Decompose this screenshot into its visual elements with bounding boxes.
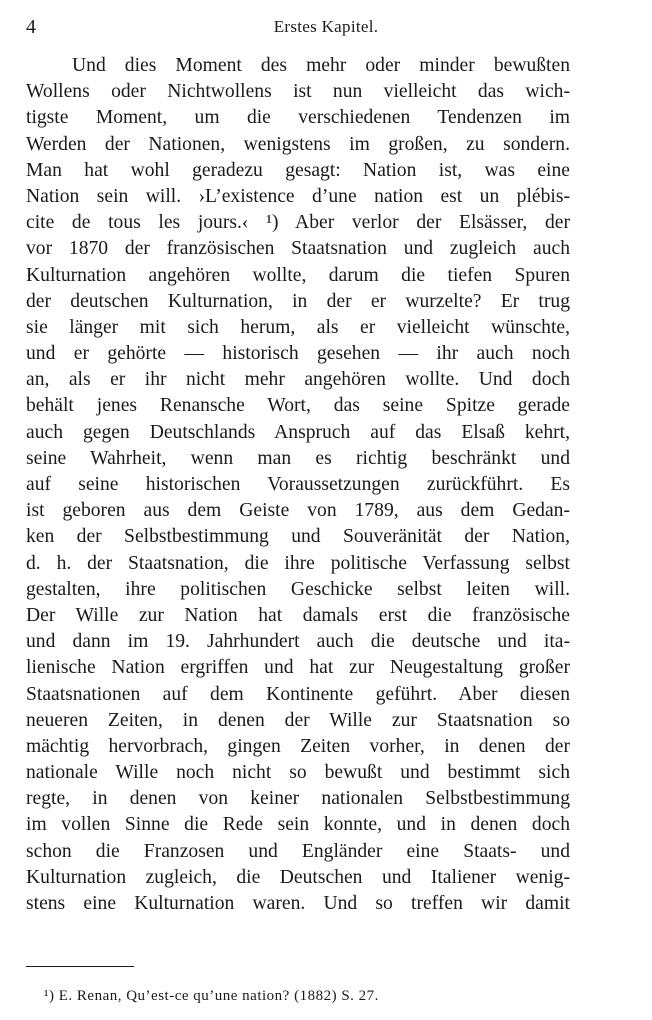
text-line: auf seine historischen Voraussetzungen zurückführt. Es [26,474,570,495]
body-text [26,53,570,917]
running-head: Erstes Kapitel. [273,17,379,36]
text-line: gestalten, ihre politischen Geschicke selbst leiten will. [26,578,570,600]
text-line: auch gegen Deutschlands Anspruch auf das Elsaß kehrt, [26,421,570,443]
text-line: lienische Nation ergriffen und hat zur Neugestaltung großer [26,657,570,679]
text-line: der deutschen Kulturnation, in der er wurzelte? Er trug [26,290,570,312]
text-line: an, als er ihr nicht mehr angehören wollte. Und doch [26,369,570,391]
text-line: Kulturnation angehören wollte, darum die tiefen Spuren [26,264,570,286]
text-line: Staatsnationen auf dem Kontinente geführt. Aber diesen [26,683,570,705]
text-line: Und dies Moment des mehr oder minder bewußten [72,55,570,76]
text-line: vor 1870 der französischen Staatsnation und zugleich auch [26,238,570,260]
footnote: ¹) E. Renan, Qu’est-ce qu’une nation? (1882) S. 27. [44,988,379,1004]
page-number: 4 [26,16,36,38]
text-line: Kulturnation zugleich, die Deutschen und Italiener wenig- [26,866,570,888]
text-line: regte, in denen von keiner nationalen Selbstbestimmung [26,788,570,810]
text-line: seine Wahrheit, wenn man es richtig beschränkt und [26,447,570,469]
text-line: stens eine Kulturnation waren. Und so treffen wir damit [26,893,570,914]
text-line: sie länger mit sich herum, als er vielleicht wünschte, [26,316,570,338]
text-line: Wollens oder Nichtwollens ist nun vielleicht das wich- [26,81,570,103]
text-line: im vollen Sinne die Rede sein konnte, und in denen doch [26,814,570,836]
text-line: neueren Zeiten, in denen der Wille zur Staatsnation so [26,709,570,731]
text-line: und dann im 19. Jahrhundert auch die deutsche und ita- [26,631,570,653]
text-line: Nation sein will. ›L’existence d’une nation est un plébis- [26,185,570,207]
text-line: ken der Selbstbestimmung und Souveränität der Nation, [26,526,570,548]
footnote-rule [26,966,134,967]
text-line: tigste Moment, um die verschiedenen Tendenzen im [26,107,570,129]
text-line: cite de tous les jours.‹ ¹) Aber verlor der Elsässer, der [26,212,570,234]
text-line: Der Wille zur Nation hat damals erst die französische [26,604,570,626]
text-line: Man hat wohl geradezu gesagt: Nation ist, was eine [26,159,570,181]
text-line: mächtig hervorbrach, gingen Zeiten vorher, in denen der [26,735,570,757]
text-line: Werden der Nationen, wenigstens im großen, zu sondern. [26,133,570,155]
text-line: d. h. der Staatsnation, die ihre politische Verfassung selbst [26,552,570,574]
text-line: schon die Franzosen und Engländer eine Staats- und [26,840,570,862]
text-line: ist geboren aus dem Geiste von 1789, aus dem Gedan- [26,500,570,522]
text-line: behält jenes Renansche Wort, das seine Spitze gerade [26,395,570,417]
text-line: nationale Wille noch nicht so bewußt und bestimmt sich [26,762,570,784]
text-line: und er gehörte — historisch gesehen — ihr auch noch [26,343,570,365]
